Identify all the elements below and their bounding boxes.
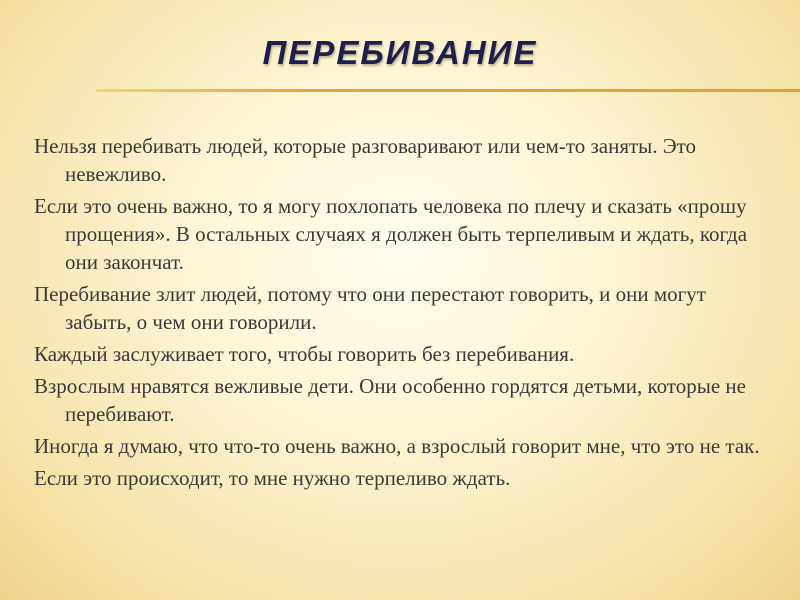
paragraph: Если это очень важно, то я могу похлопать человека по плечу и сказать «прошу прощения». В остальных случаях я должен быть терпеливым и ждать, когда они закончат. [34, 194, 748, 274]
paragraph: Нельзя перебивать людей, которые разговаривают или чем-то заняты. Это невежливо. [34, 134, 697, 186]
paragraph: Перебивание злит людей, потому что они перестают говорить, и они могут забыть, о чем они говорили. [34, 282, 706, 334]
paragraph: Взрослым нравятся вежливые дети. Они особенно гордятся детьми, которые не перебивают. [34, 374, 746, 426]
slide-title: ПЕРЕБИВАНИЕ [262, 34, 538, 71]
title-underline [96, 89, 800, 92]
paragraph: Иногда я думаю, что что-то очень важно, а взрослый говорит мне, что это не так. [34, 434, 760, 458]
paragraph: Каждый заслуживает того, чтобы говорить без перебивания. [34, 342, 575, 366]
paragraph: Если это происходит, то мне нужно терпеливо ждать. [34, 466, 511, 490]
body-text [34, 132, 774, 496]
